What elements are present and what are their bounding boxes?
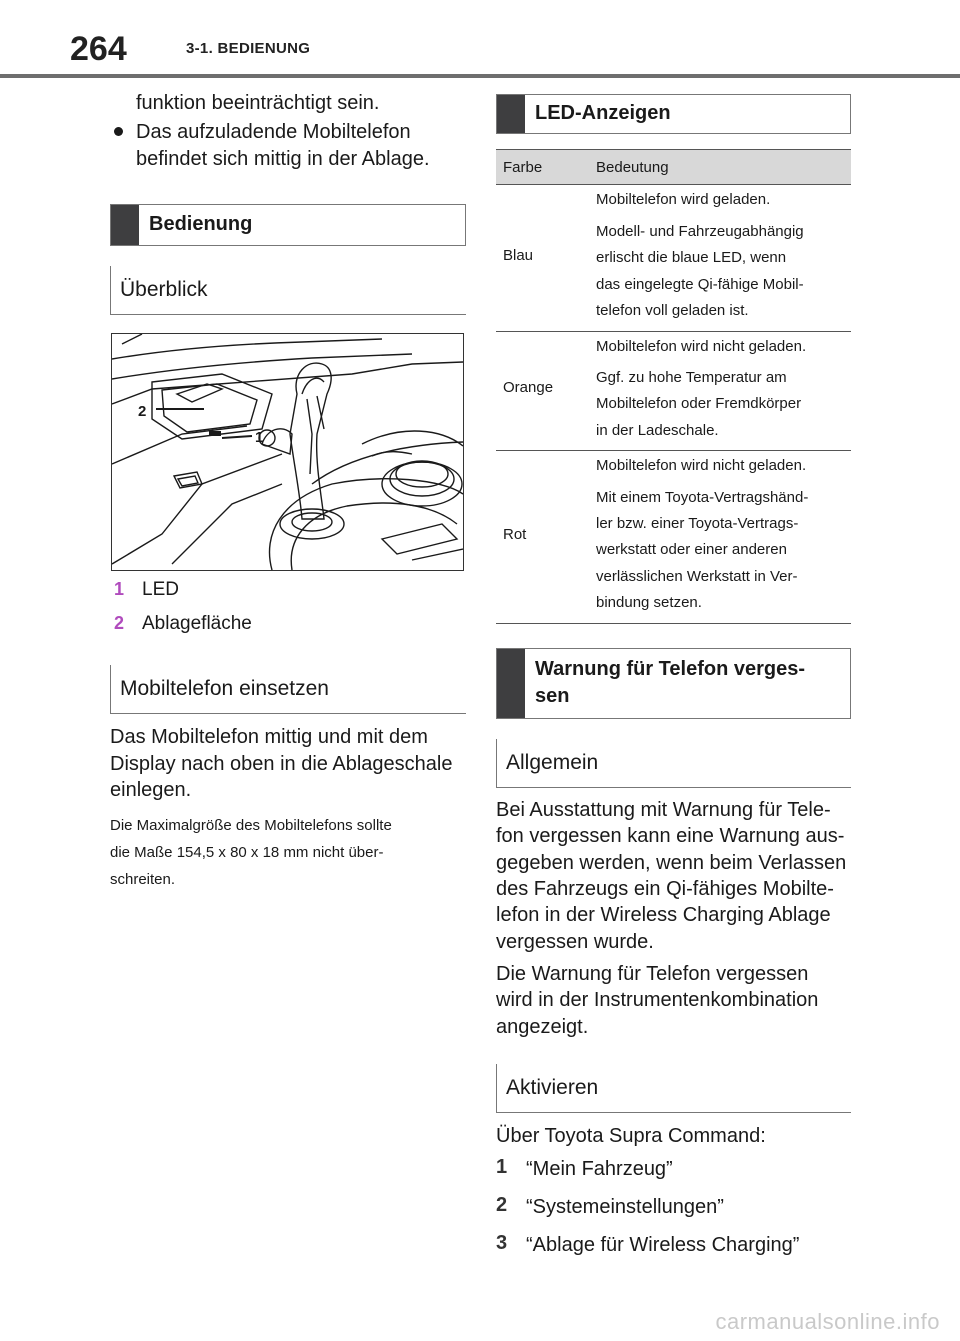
table-cell-line: Modell- und Fahrzeugabhängig bbox=[596, 223, 804, 240]
console-figure bbox=[111, 333, 464, 571]
subheading-ueberblick bbox=[110, 266, 466, 314]
table-cell-line: Mit einem Toyota-Vertragshänd- bbox=[596, 489, 809, 506]
legend-label: Ablagefläche bbox=[142, 613, 252, 634]
paragraph-line: fon vergessen kann eine Warnung aus- bbox=[496, 825, 845, 847]
table-cell-line: erlischt die blaue LED, wenn bbox=[596, 249, 787, 266]
subheading-label: Allgemein bbox=[506, 751, 599, 774]
section-led-anzeigen bbox=[496, 94, 851, 134]
subheading-rule bbox=[496, 1112, 851, 1113]
step-label: “Mein Fahrzeug” bbox=[526, 1158, 673, 1180]
subheading-rule bbox=[110, 713, 466, 714]
section-title: LED-Anzeigen bbox=[535, 102, 671, 124]
subheading-label: Überblick bbox=[120, 278, 208, 301]
note-line: schreiten. bbox=[110, 871, 176, 888]
table-cell-line: Mobiltelefon oder Fremdkörper bbox=[596, 395, 802, 412]
led-marker bbox=[209, 431, 221, 436]
paragraph-line: Das Mobiltelefon mittig und mit dem bbox=[110, 726, 428, 748]
paragraph-line: lefon in der Wireless Charging Ablage bbox=[496, 904, 831, 926]
table-cell-line: telefon voll geladen ist. bbox=[596, 302, 749, 319]
paragraph-line: des Fahrzeugs ein Qi-fähiges Mobilte- bbox=[496, 878, 834, 900]
subheading-rule bbox=[110, 314, 466, 315]
chapter-title: 3-1. BEDIENUNG bbox=[186, 40, 311, 57]
activate-intro: Über Toyota Supra Command: bbox=[496, 1125, 766, 1147]
section-title-line-2: sen bbox=[535, 685, 570, 707]
table-row-divider bbox=[496, 450, 851, 451]
section-warnung bbox=[496, 648, 851, 719]
legend-number: 1 bbox=[114, 579, 125, 599]
subheading-rule bbox=[496, 787, 851, 788]
watermark: carmanualsonline.info bbox=[715, 1309, 940, 1334]
table-cell-line: verlässlichen Werkstatt in Ver- bbox=[596, 568, 798, 585]
paragraph-line: Die Warnung für Telefon vergessen bbox=[496, 963, 809, 985]
subheading-allgemein bbox=[496, 739, 851, 787]
table-cell-line: Ggf. zu hohe Temperatur am bbox=[596, 369, 787, 386]
column-header-farbe: Farbe bbox=[503, 159, 543, 176]
table-cell-color: Blau bbox=[503, 247, 534, 264]
step-number: 1 bbox=[496, 1156, 508, 1178]
section-bar bbox=[111, 205, 139, 245]
table-cell-line: Mobiltelefon wird geladen. bbox=[596, 191, 771, 208]
table-bottom-rule bbox=[496, 623, 851, 624]
paragraph-line: wird in der Instrumentenkombination bbox=[496, 989, 819, 1011]
table-cell-line: das eingelegte Qi-fähige Mobil- bbox=[596, 276, 804, 293]
page-number: 264 bbox=[70, 30, 127, 68]
table-cell-line: ler bzw. einer Toyota-Vertrags- bbox=[596, 515, 799, 532]
paragraph-line: gegeben werden, wenn beim Verlassen bbox=[496, 852, 847, 874]
paragraph-line: angezeigt. bbox=[496, 1016, 589, 1038]
console-illustration bbox=[112, 334, 463, 570]
step-label: “Systemeinstellungen” bbox=[526, 1196, 724, 1218]
step-number: 2 bbox=[496, 1194, 508, 1216]
callout-2: 2 bbox=[138, 403, 147, 420]
section-bar bbox=[497, 95, 525, 133]
section-bedienung bbox=[110, 204, 466, 246]
subheading-label: Aktivieren bbox=[506, 1076, 599, 1099]
table-cell-line: werkstatt oder einer anderen bbox=[596, 541, 787, 558]
section-bar bbox=[497, 649, 525, 718]
paragraph-line: Bei Ausstattung mit Warnung für Tele- bbox=[496, 799, 831, 821]
table-cell-color: Orange bbox=[503, 379, 554, 396]
paragraph-line: einlegen. bbox=[110, 779, 192, 801]
table-row-divider bbox=[496, 331, 851, 332]
subheading-einsetzen bbox=[110, 665, 466, 713]
legend-label: LED bbox=[142, 579, 179, 600]
section-title: Bedienung bbox=[149, 213, 253, 235]
table-cell-line: in der Ladeschale. bbox=[596, 422, 719, 439]
section-title-line-1: Warnung für Telefon verges- bbox=[535, 658, 806, 680]
paragraph-line: vergessen wurde. bbox=[496, 931, 654, 953]
column-header-bedeutung: Bedeutung bbox=[596, 159, 669, 176]
step-number: 3 bbox=[496, 1232, 508, 1254]
header-rule bbox=[0, 74, 960, 78]
legend-number: 2 bbox=[114, 613, 125, 633]
table-cell-line: bindung setzen. bbox=[596, 594, 702, 611]
paragraph-line: Display nach oben in die Ablageschale bbox=[110, 753, 453, 775]
table-cell-line: Mobiltelefon wird nicht geladen. bbox=[596, 338, 807, 355]
note-line: Die Maximalgröße des Mobiltelefons sollte bbox=[110, 817, 392, 834]
bullet-line-1: Das aufzuladende Mobiltelefon bbox=[136, 121, 411, 143]
subheading-label: Mobiltelefon einsetzen bbox=[120, 677, 329, 700]
legend-item bbox=[114, 579, 124, 600]
bullet-line-2: befindet sich mittig in der Ablage. bbox=[136, 148, 430, 170]
step-label: “Ablage für Wireless Charging” bbox=[526, 1234, 800, 1256]
subheading-aktivieren bbox=[496, 1064, 851, 1112]
bullet-icon bbox=[114, 127, 123, 136]
intro-line: funktion beeinträchtigt sein. bbox=[136, 92, 380, 114]
legend-item bbox=[114, 613, 124, 634]
table-header bbox=[496, 149, 851, 185]
table-cell-line: Mobiltelefon wird nicht geladen. bbox=[596, 457, 807, 474]
note-line: die Maße 154,5 x 80 x 18 mm nicht über- bbox=[110, 844, 384, 861]
table-cell-color: Rot bbox=[503, 526, 527, 543]
callout-1: 1 bbox=[255, 429, 264, 446]
